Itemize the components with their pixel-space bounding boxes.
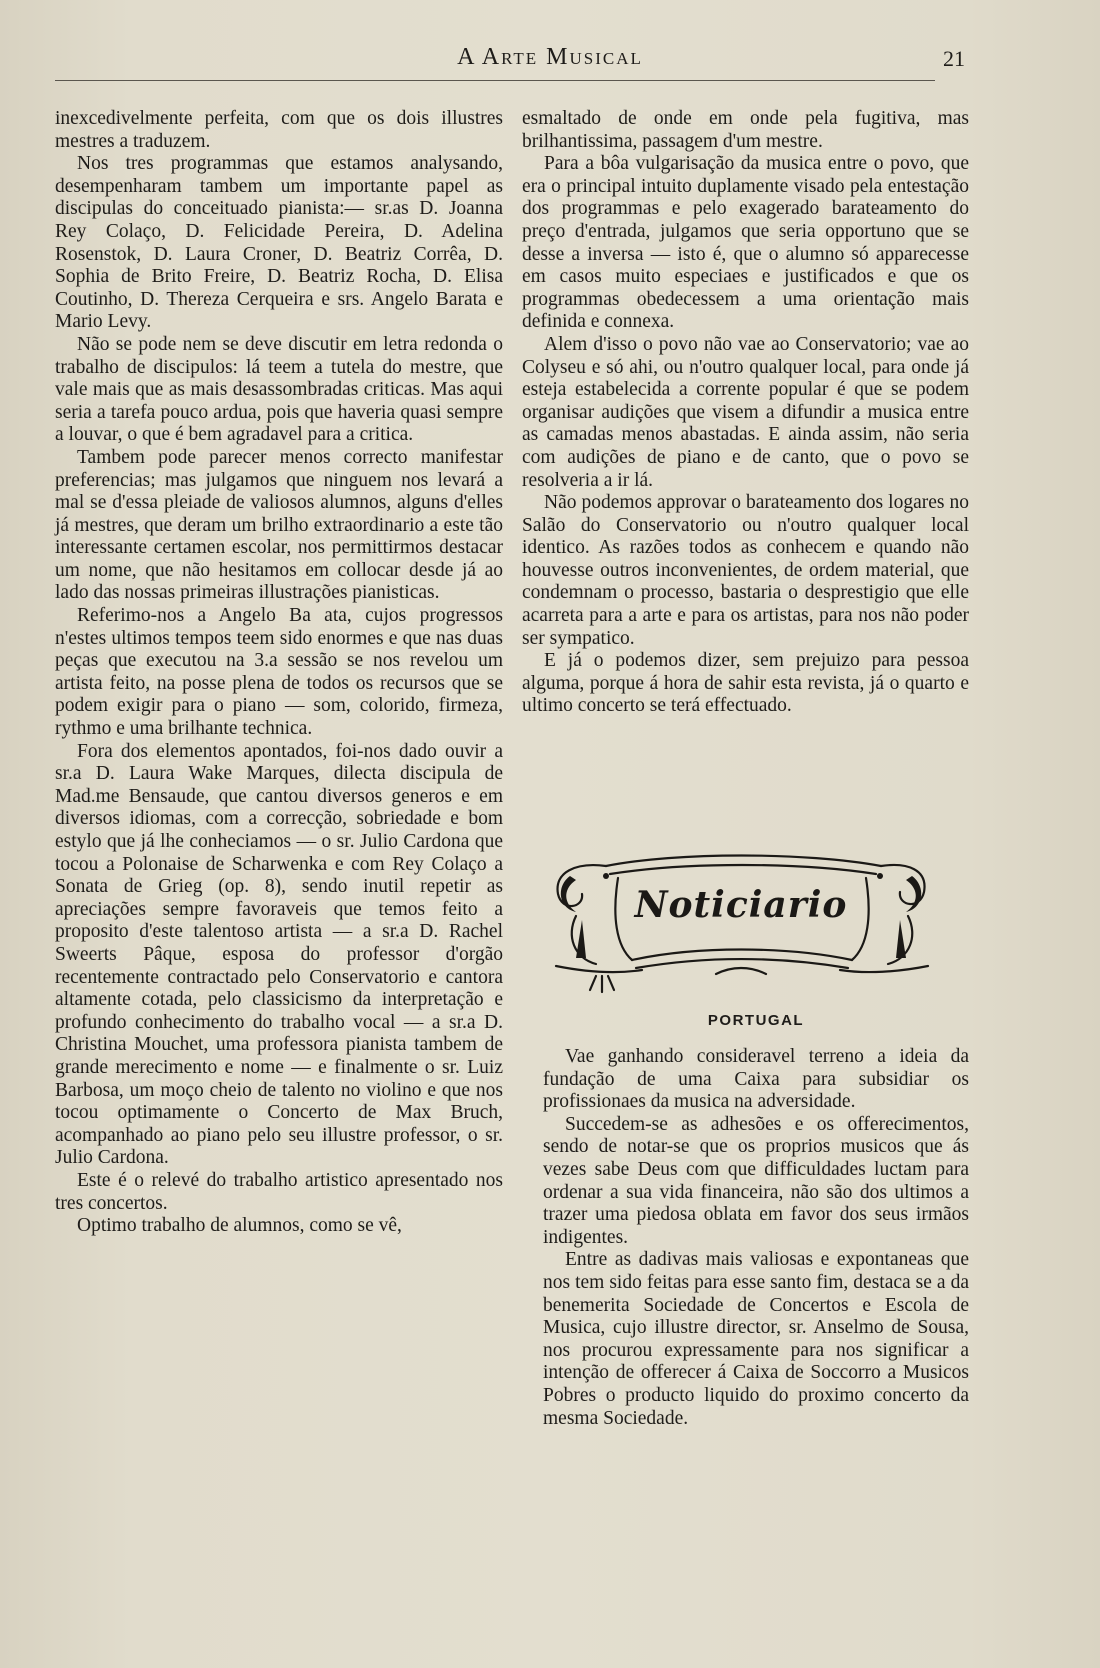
noticiario-banner	[536, 846, 946, 994]
paragraph: Alem d'isso o povo não vae ao Conservatorio; vae ao Colyseu e só ahi, ou n'outro qualquer local, para onde já esteja estabelecida a corrente popular é que se podem organisar audições que visem a difundir a musica entre as camadas menos abastadas. E ainda assim, não seria com audições de piano e de canto, que o povo se resolveria a ir lá.	[522, 333, 969, 491]
paragraph: Não podemos approvar o barateamento dos logares no Salão do Conservatorio ou n'outro qualquer local identico. As razões todos as conhecem e quando não houvesse outros inconvenientes, de ordem material, que condemnam o processo, bastaria o desprestigio que elle acarreta para a arte e para os artistas, para nos não poder ser sympatico.	[522, 492, 969, 649]
paragraph: Nos tres programmas que estamos analysando, desempenharam tambem um importante papel as discipulas do conceituado pianista:— sr.as D. Joanna Rey Colaço, D. Felicidade Pereira, D. Adelina Rosenstok, D. Laura Croner, D. Beatriz Corrêa, D. Sophia de Brito Freire, D. Beatriz Rocha, D. Elisa Coutinho, D. Thereza Cerqueira e srs. Angelo Barata e Mario Levy.	[55, 153, 503, 333]
paragraph: Vae ganhando consideravel terreno a ideia da fundação de uma Caixa para subsidiar os profissionaes da musica na adversidade.	[543, 1046, 969, 1113]
paragraph: Não se pode nem se deve discutir em letra redonda o trabalho de discipulos: lá teem a tutela do mestre, que vale mais que as mais desassombradas criticas. Mas aqui seria a tarefa pouco ardua, pois que haveria quasi sempre a louvar, o que é bem agradavel para a critica.	[55, 333, 503, 446]
paragraph: esmaltado de onde em onde pela fugitiva, mas brilhantissima, passagem d'um mestre.	[522, 108, 969, 152]
journal-title: A Arte Musical	[457, 44, 643, 70]
paragraph: Fora dos elementos apontados, foi-nos dado ouvir a sr.a D. Laura Wake Marques, dilecta discipula de Mad.me Bensaude, que cantou diversos generos e em diversos idiomas, com a correcção, sobriedade e bom estylo que já lhe conheciamos — o sr. Julio Cardona que tocou a Polonaise de Scharwenka e com Rey Colaço a Sonata de Grieg (op. 8), sendo inutil repetir as apreciações sempre favoraveis que temos feito a proposito d'este talentoso artista — a sr.a D. Rachel Sweerts Pâque, esposa do professor d'orgão recentemente contractado pelo Conservatorio e cantora altamente cotada, pelo classicismo da interpretação e profundo conhecimento do trabalho vocal — a sr.a D. Christina Mouchet, uma professora pianista tambem de grande merecimento e nome — e finalmente o sr. Luiz Barbosa, um moço cheio de talento no violino e que nos tocou optimamente o Concerto de Max Bruch, acompanhado ao piano pelo seu illustre professor, o sr. Julio Cardona.	[55, 740, 503, 1169]
paragraph: inexcedivelmente perfeita, com que os dois illustres mestres a traduzem.	[55, 108, 503, 152]
paragraph: Succedem-se as adhesões e os offerecimentos, sendo de notar-se que os proprios musicos que ás vezes sabe Deus com que difficuldades luctam para ordenar a sua vida financeira, não são dos ultimos a trazer uma piedosa oblata em favor dos seus irmãos indigentes.	[543, 1113, 969, 1248]
right-column-top	[522, 108, 969, 718]
paragraph: Referimo-nos a Angelo Ba ata, cujos progressos n'estes ultimos tempos teem sido enormes e que nas duas peças que executou na 3.a sessão se nos revelou um artista feito, na posse plena de todos os recursos que se podem exigir para o piano — som, colorido, firmeza, rythmo e uma brilhante technica.	[55, 605, 503, 740]
running-head	[0, 44, 1100, 74]
paragraph: Tambem pode parecer menos correcto manifestar preferencias; mas julgamos que ninguem nos levará a mal se d'essa pleiade de valiosos alumnos, alguns d'elles já mestres, que deram um brilho extraordinario a este tão interessante certamen escolar, nos permittirmos destacar um nome, que não hesitamos em collocar desde já ao lado das nossas primeiras illustrações pianisticas.	[55, 446, 503, 604]
paragraph: E já o podemos dizer, sem prejuizo para pessoa alguma, porque á hora de sahir esta revista, já o quarto e ultimo concerto se terá effectuado.	[522, 650, 969, 717]
page-number: 21	[943, 46, 965, 71]
paragraph: Para a bôa vulgarisação da musica entre o povo, que era o principal intuito duplamente visado pela entestação dos programmas e pelo exagerado barateamento do preço d'entrada, julgamos que seria opportuno que se desse a inversa — isto é, que o alumno só apparecesse em casos muito especiaes e justificados e que os programmas obedecessem a uma orientação mais definida e connexa.	[522, 153, 969, 333]
left-column	[55, 108, 503, 1238]
paragraph: Optimo trabalho de alumnos, como se vê,	[77, 1215, 402, 1237]
paragraph: Este é o relevé do trabalho artistico apresentado nos tres concertos.	[55, 1169, 503, 1214]
header-rule	[55, 80, 935, 81]
section-heading: PORTUGAL	[707, 1012, 805, 1029]
banner-title: Noticiario	[634, 884, 848, 926]
paragraph: Entre as dadivas mais valiosas e expontaneas que nos tem sido feitas para esse santo fim, destaca se a da benemerita Sociedade de Concertos e Escola de Musica, cujo illustre director, sr. Anselmo de Sousa, nos procurou expressamente para nos significar a intenção de offerecer á Caixa de Soccorro a Musicos Pobres o producto liquido do proximo concerto da mesma Sociedade.	[543, 1249, 969, 1429]
right-column-bottom	[543, 1046, 969, 1430]
